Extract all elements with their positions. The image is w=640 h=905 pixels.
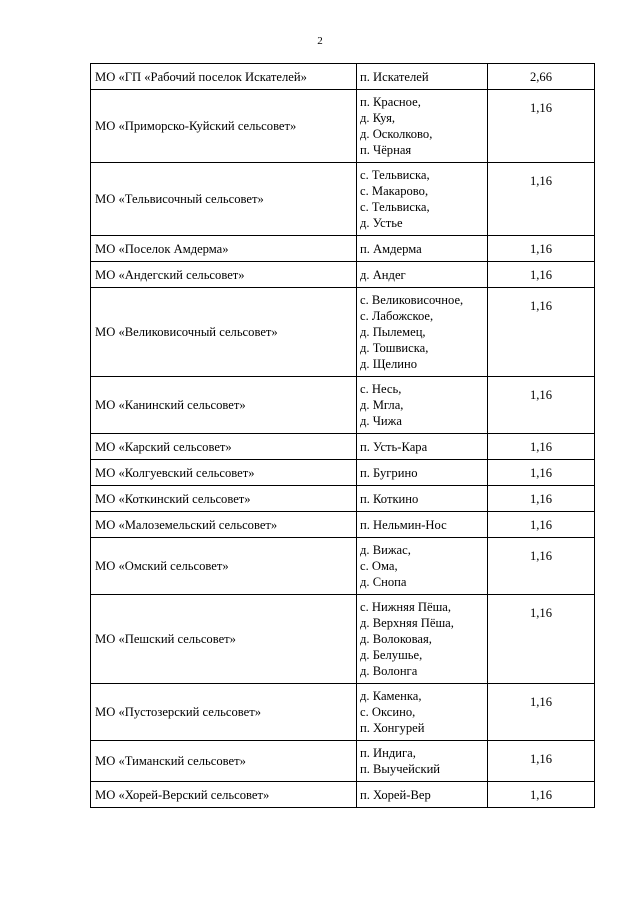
settlement-name: д. Каменка, <box>360 689 422 703</box>
settlement-name: п. Индига, <box>360 746 416 760</box>
settlement-name: с. Несь, <box>360 382 402 396</box>
settlement-name: д. Андег <box>360 267 406 282</box>
table-row <box>91 377 595 434</box>
settlements-cell <box>357 782 488 808</box>
municipality-name-cell: МО «Пешский сельсовет» <box>91 595 357 684</box>
municipality-name-cell: МО «Тельвисочный сельсовет» <box>91 163 357 236</box>
settlement-name: д. Верхняя Пёша, <box>360 616 454 630</box>
settlement-name: п. Коткино <box>360 491 419 506</box>
coefficient-cell: 1,16 <box>488 684 595 741</box>
settlement-name: с. Ома, <box>360 559 398 573</box>
settlement-name: д. Щелино <box>360 357 418 371</box>
municipality-name-cell: МО «Пустозерский сельсовет» <box>91 684 357 741</box>
coefficient-cell: 2,66 <box>488 64 595 90</box>
coefficient-cell: 1,16 <box>488 90 595 163</box>
settlements-cell <box>357 460 488 486</box>
settlement-name: п. Хорей-Вер <box>360 787 431 802</box>
settlement-name: п. Чёрная <box>360 143 412 157</box>
coefficient-cell: 1,16 <box>488 538 595 595</box>
municipality-name-cell: МО «Карский сельсовет» <box>91 434 357 460</box>
settlement-name: д. Куя, <box>360 111 396 125</box>
settlement-name: д. Волонга <box>360 664 418 678</box>
coefficient-cell: 1,16 <box>488 595 595 684</box>
table-row <box>91 262 595 288</box>
table-row <box>91 460 595 486</box>
settlements-cell <box>357 684 488 741</box>
settlements-cell <box>357 262 488 288</box>
municipality-name-cell: МО «Канинский сельсовет» <box>91 377 357 434</box>
settlement-name: с. Нижняя Пёша, <box>360 600 452 614</box>
coefficient-cell: 1,16 <box>488 262 595 288</box>
coefficient-cell: 1,16 <box>488 741 595 782</box>
settlement-name: п. Красное, <box>360 95 421 109</box>
settlements-cell <box>357 236 488 262</box>
settlement-name: п. Бугрино <box>360 465 418 480</box>
settlement-name: с. Лабожское, <box>360 309 434 323</box>
settlements-cell <box>357 377 488 434</box>
table-row <box>91 434 595 460</box>
settlements-cell <box>357 64 488 90</box>
table-row <box>91 512 595 538</box>
settlement-name: д. Тошвиска, <box>360 341 429 355</box>
table-row <box>91 163 595 236</box>
municipality-name-cell: МО «Омский сельсовет» <box>91 538 357 595</box>
coefficient-cell: 1,16 <box>488 434 595 460</box>
municipality-name-cell: МО «Хорей-Верский сельсовет» <box>91 782 357 808</box>
municipality-name-cell: МО «Колгуевский сельсовет» <box>91 460 357 486</box>
table-row <box>91 236 595 262</box>
coefficient-cell: 1,16 <box>488 486 595 512</box>
table-row <box>91 486 595 512</box>
settlement-name: д. Устье <box>360 216 403 230</box>
coefficient-cell: 1,16 <box>488 236 595 262</box>
settlement-name: п. Хонгурей <box>360 721 425 735</box>
municipality-name-cell: МО «Поселок Амдерма» <box>91 236 357 262</box>
settlements-cell <box>357 90 488 163</box>
settlement-name: с. Тельвиска, <box>360 200 430 214</box>
municipality-name-cell: МО «Приморско-Куйский сельсовет» <box>91 90 357 163</box>
settlement-name: п. Нельмин-Нос <box>360 517 447 532</box>
table-row <box>91 288 595 377</box>
settlement-name: д. Осколково, <box>360 127 433 141</box>
settlement-name: с. Макарово, <box>360 184 429 198</box>
municipality-name-cell: МО «Коткинский сельсовет» <box>91 486 357 512</box>
municipality-name-cell: МО «Андегский сельсовет» <box>91 262 357 288</box>
settlements-cell <box>357 288 488 377</box>
municipalities-table <box>90 63 595 808</box>
settlements-cell <box>357 512 488 538</box>
table-body <box>91 64 595 808</box>
settlement-name: д. Снопа <box>360 575 407 589</box>
settlement-name: с. Великовисочное, <box>360 293 464 307</box>
table-row <box>91 782 595 808</box>
settlements-cell <box>357 486 488 512</box>
municipality-name-cell: МО «ГП «Рабочий поселок Искателей» <box>91 64 357 90</box>
settlement-name: с. Тельвиска, <box>360 168 430 182</box>
settlements-cell <box>357 163 488 236</box>
settlement-name: п. Искателей <box>360 69 429 84</box>
settlement-name: п. Усть-Кара <box>360 439 428 454</box>
municipality-name-cell: МО «Тиманский сельсовет» <box>91 741 357 782</box>
settlement-name: д. Пылемец, <box>360 325 426 339</box>
settlement-name: п. Выучейский <box>360 762 441 776</box>
settlements-cell <box>357 741 488 782</box>
settlement-name: п. Амдерма <box>360 241 422 256</box>
coefficient-cell: 1,16 <box>488 377 595 434</box>
coefficient-cell: 1,16 <box>488 163 595 236</box>
settlement-name: с. Оксино, <box>360 705 416 719</box>
settlement-name: д. Вижас, <box>360 543 411 557</box>
settlement-name: д. Мгла, <box>360 398 404 412</box>
municipality-name-cell: МО «Великовисочный сельсовет» <box>91 288 357 377</box>
table-row <box>91 741 595 782</box>
settlements-cell <box>357 434 488 460</box>
table-row <box>91 684 595 741</box>
municipality-name-cell: МО «Малоземельский сельсовет» <box>91 512 357 538</box>
coefficient-cell: 1,16 <box>488 460 595 486</box>
coefficient-cell: 1,16 <box>488 512 595 538</box>
table-row <box>91 595 595 684</box>
coefficient-cell: 1,16 <box>488 782 595 808</box>
settlement-name: д. Волоковая, <box>360 632 432 646</box>
table-row <box>91 538 595 595</box>
table-row <box>91 90 595 163</box>
page-number: 2 <box>317 35 323 47</box>
table-row <box>91 64 595 90</box>
settlement-name: д. Чижа <box>360 414 402 428</box>
settlements-cell <box>357 538 488 595</box>
coefficient-cell: 1,16 <box>488 288 595 377</box>
settlements-cell <box>357 595 488 684</box>
settlement-name: д. Белушье, <box>360 648 423 662</box>
